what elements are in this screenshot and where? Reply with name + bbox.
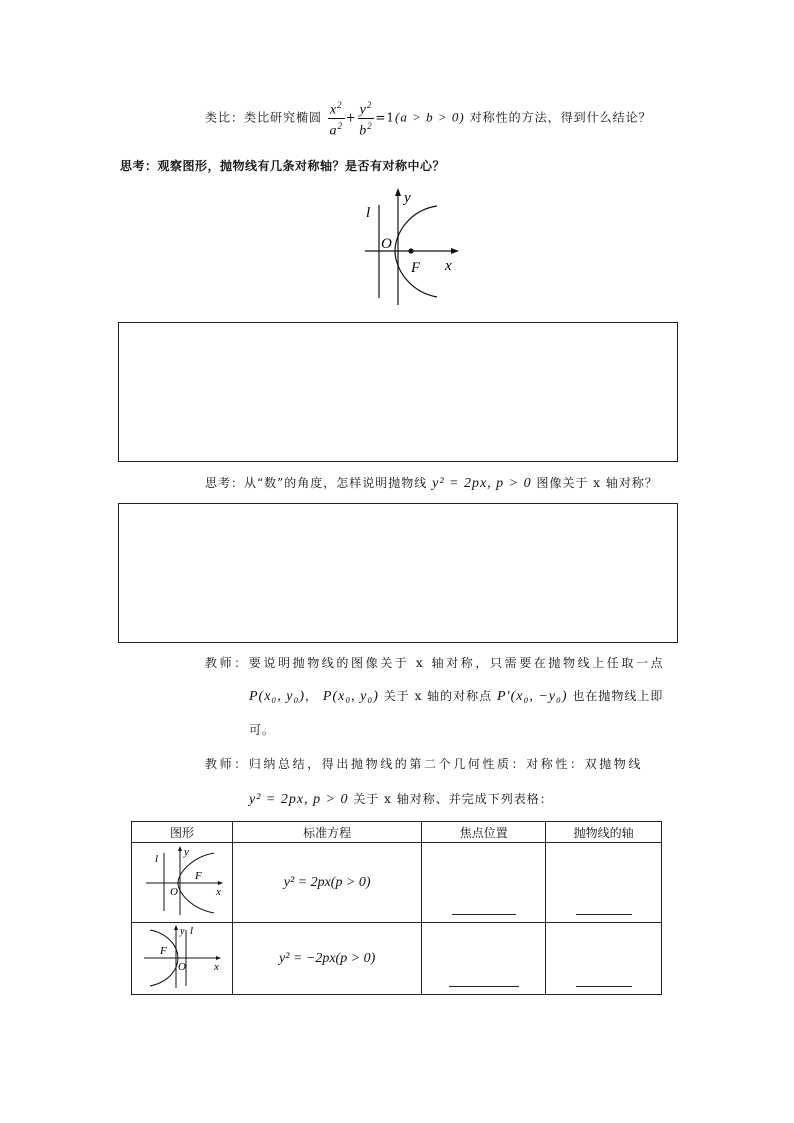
teacher-paragraph-1-line2 <box>249 687 663 705</box>
teacher2-suffix: 关于 x 轴对称、并完成下列表格： <box>353 792 553 806</box>
y-numerator: y <box>359 102 367 118</box>
x-denominator: a <box>329 123 338 139</box>
think2-formula: y² = 2px, p > 0 <box>432 476 532 491</box>
answer-blank[interactable] <box>576 913 632 915</box>
ellipse-condition: (a > b > 0) <box>395 109 465 125</box>
svg-text:F: F <box>159 944 167 957</box>
svg-text:y: y <box>179 925 185 937</box>
x-axis-arrow <box>451 248 459 254</box>
teacher-paragraph-2-line2 <box>249 790 553 808</box>
think-question-1: 思考：观察图形，抛物线有几条对称轴？是否有对称中心？ <box>120 159 446 173</box>
table-row <box>132 843 662 923</box>
ellipse-y-fraction: $\frac{y^2}{b^2}$ <box>359 100 373 139</box>
x-numerator: x <box>329 102 338 118</box>
label-x: x <box>445 258 452 274</box>
header-equation: 标准方程 <box>232 822 421 843</box>
analogy-suffix: 对称性的方法，得到什么结论？ <box>469 110 652 125</box>
teacher-paragraph-1-line3: 可。 <box>249 723 276 737</box>
teacher-paragraph-1-line1: 教师：要说明抛物线的图像关于 x 轴对称，只需要在抛物线上任取一点 <box>205 656 666 670</box>
point-P-1: P(x₀, y₀) <box>249 689 306 704</box>
y-denominator: b <box>359 123 368 139</box>
svg-text:O: O <box>177 960 186 973</box>
y-axis-arrow <box>395 188 401 196</box>
svg-text:l: l <box>189 924 194 937</box>
svg-text:l: l <box>154 852 159 865</box>
svg-text:x: x <box>213 960 219 973</box>
equation-cell: y² = −2px(p > 0) <box>232 923 421 995</box>
header-parabola-axis: 抛物线的轴 <box>546 822 662 843</box>
axis-cell[interactable] <box>546 843 662 923</box>
focus-position-cell[interactable] <box>422 843 546 923</box>
left-opening-parabola-figure <box>140 924 224 990</box>
comma: ， <box>305 689 319 703</box>
think2-prefix: 思考：从“数”的角度，怎样说明抛物线 <box>205 476 428 490</box>
svg-text:O: O <box>169 885 178 898</box>
label-F: F <box>411 260 421 276</box>
equation-cell: y² = 2px(p > 0) <box>232 843 421 923</box>
right-opening-parabola-figure <box>140 845 224 917</box>
label-y: y <box>404 190 411 206</box>
label-l: l <box>366 205 371 221</box>
answer-blank[interactable] <box>452 913 516 915</box>
figure-cell <box>132 843 233 923</box>
parabola-figure <box>355 185 465 310</box>
focus-position-cell[interactable] <box>422 923 546 995</box>
analogy-prefix: 类比：类比研究椭圆 <box>205 110 323 125</box>
header-figure: 图形 <box>132 822 233 843</box>
ellipse-x-fraction: $\frac{x^2}{a^2}$ <box>329 100 343 139</box>
point-P-prime: P′(x₀, −y₀) <box>497 689 568 704</box>
label-O: O <box>381 236 392 252</box>
think2-suffix: 图像关于 x 轴对称？ <box>536 476 658 490</box>
answer-blank[interactable] <box>449 985 519 987</box>
plus-sign: + <box>345 110 357 125</box>
answer-box-1[interactable] <box>118 322 678 462</box>
answer-box-2[interactable] <box>118 503 678 643</box>
svg-text:x: x <box>215 885 221 898</box>
parabola-properties-table <box>131 821 662 995</box>
svg-text:F: F <box>194 869 202 882</box>
table-row <box>132 923 662 995</box>
teacher1-end: 也在抛物线上即 <box>572 689 664 703</box>
axis-cell[interactable] <box>546 923 662 995</box>
point-P-2: P(x₀, y₀) <box>322 689 379 704</box>
figure-cell <box>132 923 233 995</box>
teacher-paragraph-2-line1: 教师：归纳总结，得出抛物线的第二个几何性质：对称性：双抛物线 <box>205 757 644 771</box>
answer-blank[interactable] <box>576 985 632 987</box>
teacher2-formula: y² = 2px, p > 0 <box>249 792 349 807</box>
header-focus-position: 焦点位置 <box>422 822 546 843</box>
think-question-2 <box>205 474 658 492</box>
table-header-row <box>132 822 662 843</box>
svg-text:y: y <box>183 845 189 858</box>
equals-one: =1 <box>375 110 396 125</box>
analogy-line <box>205 98 652 138</box>
focus-point <box>408 248 413 253</box>
teacher1-mid: 关于 x 轴的对称点 <box>383 689 493 703</box>
